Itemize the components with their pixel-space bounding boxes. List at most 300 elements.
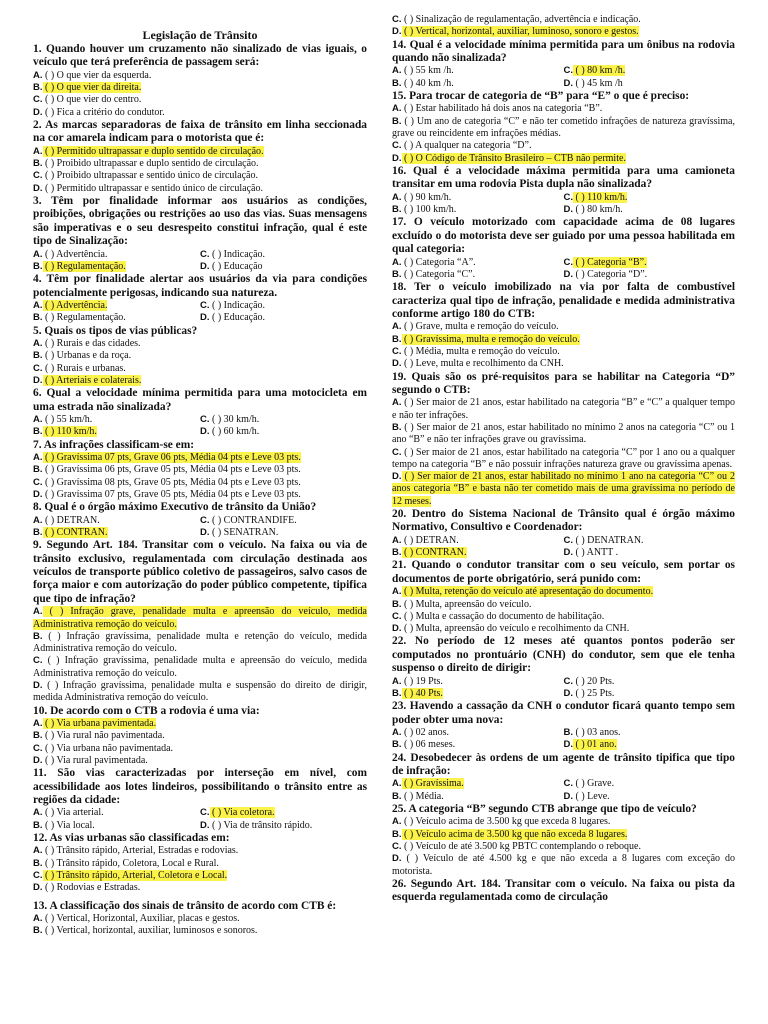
option-text: ( ) 19 Pts. [401, 675, 443, 687]
option-letter: C. [33, 476, 43, 488]
option-letter: D. [563, 268, 573, 280]
option-row [33, 820, 367, 832]
question-text: 15. Para trocar de categoria de “B” para “E” o que é preciso: [392, 90, 690, 102]
option-text: ( ) Permitido ultrapassar e sentido único de circulação. [42, 182, 263, 194]
answer-option [392, 269, 564, 281]
answer-option [392, 140, 735, 152]
answer-option [33, 870, 367, 882]
answer-option [33, 820, 200, 832]
answer-option [33, 312, 200, 324]
option-text: ( ) Gravíssima 06 pts, Grave 05 pts, Média 04 pts e Leve 03 pts. [42, 464, 301, 476]
option-letter: B. [33, 925, 43, 937]
option-row [392, 192, 735, 204]
option-text: ( ) Multa, retenção do veículo até apresentação do documento. [401, 586, 654, 598]
answer-option [33, 845, 367, 857]
answer-option [33, 606, 367, 631]
option-text: ( ) Veículo de até 4.500 kg e que não exceda a 8 lugares com exceção do motorista. [392, 853, 735, 877]
option-letter: D. [200, 526, 210, 538]
option-row [392, 535, 735, 547]
question-text: 8. Qual é o órgão máximo Executivo de trânsito da União? [33, 501, 317, 514]
option-text: ( ) O Código de Trânsito Brasileiro – CTB não permite. [401, 152, 626, 164]
option-letter: A. [33, 300, 43, 312]
question-text: 5. Quais os tipos de vias públicas? [33, 324, 198, 337]
option-text: ( ) Vertical, Horizontal, Auxiliar, placas e gestos. [42, 913, 240, 925]
answer-option [33, 680, 367, 705]
option-text: ( ) Arteriais e colaterais. [42, 374, 142, 386]
question-text: 4. Têm por finalidade alertar aos usuários da via para condições potencialmente perigosas, indicando sua natureza. [33, 273, 367, 299]
option-text: ( ) Trânsito rápido, Arterial, Estradas e rodovias. [42, 845, 239, 857]
option-letter: A. [392, 321, 402, 333]
answer-option [33, 631, 367, 656]
option-text: ( ) Sinalização de regulamentação, advertência e indicação. [401, 14, 641, 25]
answer-option [200, 807, 367, 819]
option-text: ( ) 80 km/h. [573, 204, 623, 215]
answer-option [392, 422, 735, 447]
option-text: ( ) Gravíssima, multa e remoção do veículo. [401, 333, 580, 345]
option-text: ( ) Média, multa e remoção do veículo. [401, 345, 560, 357]
answer-option [33, 82, 367, 94]
option-text: ( ) 40 km /h. [401, 77, 454, 89]
option-text: ( ) 60 km/h. [209, 426, 260, 438]
option-letter: A. [33, 514, 43, 526]
option-row [392, 676, 735, 688]
option-row [392, 65, 735, 77]
option-letter: C. [33, 94, 43, 106]
option-letter: C. [392, 14, 402, 25]
option-letter: A. [392, 586, 402, 598]
option-text: ( ) Gravíssima 07 pts, Grave 05 pts, Média 04 pts e Leve 03 pts. [42, 488, 301, 500]
option-text: ( ) Grave, multa e remoção do veículo. [401, 321, 559, 333]
answer-option [33, 249, 200, 261]
option-letter: A. [33, 913, 43, 925]
answer-option [392, 727, 564, 739]
answer-option [33, 452, 367, 464]
option-letter: A. [33, 69, 43, 81]
option-text: ( ) Multa, apreensão do veículo. [401, 598, 532, 610]
option-row [392, 688, 735, 700]
option-text: ( ) 55 km/h. [42, 414, 93, 426]
option-text: ( ) DENATRAN. [573, 534, 644, 546]
option-row [392, 778, 735, 790]
option-letter: C. [392, 345, 402, 357]
option-text: ( ) Gravíssima 07 pts, Grave 06 pts, Média 04 pts e Leve 03 pts. [42, 452, 301, 464]
option-text: ( ) 01 ano. [573, 739, 617, 751]
answer-option [200, 515, 367, 527]
option-text: ( ) 30 km/h. [209, 414, 260, 426]
option-letter: B. [392, 547, 402, 559]
answer-option [564, 547, 736, 559]
option-text: ( ) Multa, apreensão do veículo e recolhimento da CNH. [401, 623, 630, 635]
option-text: ( ) Regulamentação. [42, 260, 126, 272]
question-text: 26. Segundo Art. 184. Transitar com o veículo. Na faixa ou pista da esquerda regulamentada como de circulação [392, 877, 735, 904]
answer-option [33, 858, 367, 870]
answer-option [392, 103, 735, 115]
option-text: ( ) Via de trânsito rápido. [209, 819, 313, 831]
option-letter: C. [200, 248, 210, 260]
option-text: ( ) Trânsito rápido, Arterial, Coletora e Local. [42, 870, 228, 882]
option-letter: C. [200, 300, 210, 312]
option-letter: D. [33, 374, 43, 386]
answer-option [200, 820, 367, 832]
option-row [33, 414, 367, 426]
option-letter: B. [33, 464, 43, 476]
answer-option [33, 414, 200, 426]
option-text: ( ) 06 meses. [401, 739, 456, 751]
answer-option [392, 816, 735, 828]
option-letter: D. [392, 471, 402, 483]
answer-option [200, 300, 367, 312]
option-text: ( ) Infração gravíssima, penalidade multa e suspensão do direito de dirigir, medida Administrativa remoção do veículo. [33, 680, 367, 704]
option-letter: D. [200, 260, 210, 272]
option-text: ( ) Proibido ultrapassar e duplo sentido de circulação. [42, 158, 259, 170]
option-letter: C. [33, 870, 43, 882]
option-text: ( ) Ser maior de 21 anos, estar habilitado na categoria “B” e “C” a qualquer tempo e não ter infrações. [392, 397, 735, 421]
option-row [392, 269, 735, 281]
option-row [392, 204, 735, 216]
option-letter: D. [563, 739, 573, 751]
option-row [33, 249, 367, 261]
answer-option [33, 655, 367, 680]
option-letter: C. [563, 675, 573, 687]
answer-option [564, 676, 736, 688]
option-text: ( ) CONTRAN. [401, 547, 467, 559]
option-text: ( ) 40 Pts. [401, 687, 443, 699]
option-row [33, 426, 367, 438]
option-row [33, 515, 367, 527]
option-letter: B. [33, 526, 43, 538]
option-text: ( ) Gravíssima 08 pts, Grave 05 pts, Média 04 pts e Leve 03 pts. [42, 476, 301, 488]
answer-option [33, 477, 367, 489]
option-text: ( ) Categoria “C”. [401, 268, 476, 280]
answer-option [33, 515, 200, 527]
question-text: 20. Dentro do Sistema Nacional de Trânsito qual é órgão máximo Normativo, Consultivo e Coordenador: [392, 508, 735, 534]
option-letter: B. [392, 268, 402, 280]
answer-option [392, 257, 564, 269]
option-letter: A. [33, 845, 43, 857]
answer-option [33, 527, 200, 539]
option-text: ( ) A qualquer na categoria “D”. [401, 140, 532, 152]
option-text: ( ) SENATRAN. [209, 526, 279, 538]
answer-option [33, 743, 367, 755]
answer-option [33, 170, 367, 182]
option-text: ( ) Multa e cassação do documento de habilitação. [401, 610, 605, 622]
option-letter: D. [33, 488, 43, 500]
option-letter: A. [33, 248, 43, 260]
option-letter: C. [33, 170, 43, 182]
question-text: 25. A categoria “B” segundo CTB abrange que tipo de veículo? [392, 803, 697, 816]
option-row [392, 739, 735, 751]
option-letter: A. [33, 807, 43, 819]
option-text: ( ) Permitido ultrapassar e duplo sentido de circulação. [42, 145, 264, 157]
question-text: 13. A classificação dos sinais de trânsito de acordo com CTB é: [33, 899, 337, 912]
answer-option [392, 599, 735, 611]
answer-option [33, 107, 367, 119]
answer-option [33, 718, 367, 730]
option-letter: C. [200, 807, 210, 819]
answer-option [564, 688, 736, 700]
option-text: ( ) 55 km /h. [401, 65, 454, 77]
answer-option [392, 153, 735, 165]
answer-option [564, 78, 736, 90]
option-text: ( ) Advertência. [42, 300, 108, 312]
option-text: ( ) Veículo acima de 3.500 kg que exceda 8 lugares. [401, 816, 611, 828]
answer-option [33, 755, 367, 767]
option-text: ( ) Ser maior de 21 anos, estar habilitado no mínimo 2 anos na categoria “C” ou 1 ano “B” e não ter infrações grave ou gravíssima. [392, 421, 735, 446]
option-letter: C. [563, 778, 573, 790]
option-letter: D. [563, 204, 573, 215]
option-text: ( ) Veículo acima de 3.500 kg que não exceda 8 lugares. [401, 828, 628, 840]
answer-option [200, 527, 367, 539]
option-text: ( ) O que vier do centro. [42, 94, 142, 106]
option-row [392, 727, 735, 739]
question-text: 11. São vias caracterizadas por interseção em nível, com acessibilidade aos lotes lindeiros, possibilitando o trânsito entre as regiões da cidade: [33, 767, 367, 807]
answer-option [564, 791, 736, 803]
answer-option [392, 547, 564, 559]
question-text: 2. As marcas separadoras de faixa de trânsito em linha seccionada na cor amarela indicam para o motorista que é: [33, 119, 367, 145]
option-text: ( ) Ser maior de 21 anos, estar habilitado na categoria “C” por 1 ano ou a qualquer tempo na categoria “B” e não possuir infrações natureza grave ou gravíssima apenas. [392, 446, 735, 470]
answer-option [392, 829, 735, 841]
question-text: 17. O veículo motorizado com capacidade acima de 08 lugares excluído o do motorista deve ser guiado por uma pessoa habilitada em qual categoria: [392, 216, 735, 256]
option-letter: B. [33, 630, 43, 642]
answer-option [33, 489, 367, 501]
option-letter: A. [392, 675, 402, 687]
option-letter: D. [563, 687, 573, 699]
option-text: ( ) Advertência. [42, 248, 108, 260]
option-text: ( ) Educação [209, 260, 263, 272]
option-text: ( ) Média. [401, 790, 444, 802]
answer-option [33, 94, 367, 106]
question-text: 7. As infrações classificam-se em: [33, 438, 195, 451]
answer-option [200, 426, 367, 438]
option-letter: D. [33, 680, 43, 692]
answer-option [33, 70, 367, 82]
answer-option [200, 414, 367, 426]
option-letter: B. [392, 77, 402, 89]
answer-option [392, 611, 735, 623]
question-text: 24. Desobedecer às ordens de um agente de trânsito tipifica que tipo de infração: [392, 751, 735, 778]
option-text: ( ) Via urbana pavimentada. [42, 718, 157, 730]
question-text: 14. Qual é a velocidade mínima permitida para um ônibus na rodovia quando não sinalizada? [392, 38, 735, 64]
answer-option [392, 853, 735, 878]
answer-option [564, 269, 736, 281]
option-letter: A. [33, 145, 43, 157]
option-letter: B. [33, 730, 43, 742]
option-text: ( ) Grave. [573, 778, 615, 790]
option-letter: C. [200, 514, 210, 526]
option-letter: A. [392, 256, 402, 268]
left-column [33, 0, 367, 938]
option-text: ( ) Rurais e das cidades. [42, 338, 141, 350]
option-text: ( ) Estar habilitado há dois anos na categoria “B”. [401, 103, 603, 115]
option-letter: C. [563, 534, 573, 546]
answer-option [33, 426, 200, 438]
option-letter: A. [33, 606, 43, 618]
option-text: ( ) Via local. [42, 819, 95, 831]
option-text: ( ) Via coletora. [209, 807, 275, 819]
option-letter: C. [392, 446, 402, 458]
answer-option [33, 375, 367, 387]
answer-option [564, 739, 736, 751]
option-letter: D. [200, 426, 210, 438]
option-letter: A. [33, 338, 43, 350]
question-text: 12. As vias urbanas são classificadas em: [33, 832, 230, 845]
option-letter: B. [392, 739, 402, 751]
option-text: ( ) DETRAN. [401, 534, 459, 546]
answer-option [392, 204, 564, 216]
option-letter: D. [392, 26, 402, 38]
option-letter: A. [392, 534, 402, 546]
answer-option [33, 158, 367, 170]
answer-option [564, 257, 736, 269]
option-text: ( ) Educação. [209, 312, 266, 324]
question-text: 16. Qual é a velocidade máxima permitida para uma camioneta transitar em uma rodovia Pista dupla não sinalizada? [392, 164, 735, 191]
option-letter: A. [392, 727, 402, 739]
option-letter: B. [392, 687, 402, 699]
option-letter: B. [33, 426, 43, 438]
option-letter: D. [33, 882, 43, 894]
option-letter: A. [33, 718, 43, 730]
option-text: ( ) 45 km /h [573, 77, 623, 89]
option-letter: A. [392, 397, 402, 409]
question-text: 22. No período de 12 meses até quantos pontos poderão ser computados no prontuário (CNH) do condutor, sem que ele tenha suspenso o direito de dirigir: [392, 635, 735, 675]
answer-option [392, 586, 735, 598]
option-letter: B. [392, 333, 402, 345]
answer-option [33, 730, 367, 742]
question-text: 23. Havendo a cassação da CNH o condutor ficará quanto tempo sem poder obter uma nova: [392, 700, 735, 726]
answer-option [392, 116, 735, 141]
answer-option [392, 791, 564, 803]
answer-option [392, 334, 735, 346]
option-text: ( ) Urbanas e da roça. [42, 350, 132, 362]
question-text: 6. Qual a velocidade mínima permitida para uma motocicleta em uma estrada não sinalizada? [33, 387, 367, 413]
option-row [33, 527, 367, 539]
option-letter: A. [33, 414, 43, 426]
answer-option [392, 471, 735, 508]
question-text: 9. Segundo Art. 184. Transitar com o veículo. Na faixa ou via de trânsito exclusivo, regulamentada com circulação destinada aos veículos de transporte público coletivo de passageiros, salvo casos de força maior e com autorização do poder público competente, tipifica que tipo de infração? [33, 539, 367, 605]
option-text: ( ) Via rural não pavimentada. [42, 730, 165, 742]
option-letter: C. [33, 742, 43, 754]
answer-option [392, 841, 735, 853]
option-letter: C. [200, 414, 210, 426]
option-letter: D. [200, 819, 210, 831]
option-row [392, 547, 735, 559]
option-letter: B. [33, 350, 43, 362]
question-text: 1. Quando houver um cruzamento não sinalizado de vias iguais, o veículo que terá preferência de passagem será: [33, 43, 367, 69]
option-text: ( ) 80 km /h. [573, 65, 626, 77]
option-text: ( ) Via urbana não pavimentada. [42, 742, 174, 754]
answer-option [392, 688, 564, 700]
option-letter: B. [392, 204, 402, 215]
option-text: ( ) Um ano de categoria “C” e não ter cometido infrações de natureza gravíssima, grave ou reincidente em infrações médias. [392, 115, 735, 139]
answer-option [33, 183, 367, 195]
option-row [33, 300, 367, 312]
option-text: ( ) 110 km/h. [42, 426, 97, 438]
option-letter: D. [392, 853, 402, 865]
answer-option [392, 778, 564, 790]
option-text: ( ) Categoria “A”. [401, 256, 476, 268]
option-letter: D. [33, 182, 43, 194]
option-row [33, 261, 367, 273]
answer-option [564, 778, 736, 790]
option-text: ( ) Categoria “B”. [573, 256, 647, 268]
option-letter: B. [33, 819, 43, 831]
option-text: ( ) 25 Pts. [573, 687, 615, 699]
answer-option [392, 192, 564, 204]
answer-option [200, 261, 367, 273]
answer-option [564, 535, 736, 547]
answer-option [392, 358, 735, 370]
answer-option [33, 338, 367, 350]
answer-option [33, 300, 200, 312]
option-text: ( ) Rurais e urbanas. [42, 362, 126, 374]
option-letter: B. [33, 82, 43, 94]
option-text: ( ) CONTRANDIFE. [209, 514, 297, 526]
option-letter: B. [392, 421, 402, 433]
option-letter: A. [33, 452, 43, 464]
option-letter: C. [33, 655, 43, 667]
option-letter: B. [33, 857, 43, 869]
option-letter: B. [392, 790, 402, 802]
answer-option [33, 882, 367, 894]
answer-option [392, 321, 735, 333]
option-letter: B. [33, 158, 43, 170]
option-text: ( ) Fica a critério do condutor. [42, 106, 165, 118]
option-text: ( ) Proibido ultrapassar e sentido único de circulação. [42, 170, 258, 182]
answer-option [564, 192, 736, 204]
option-text: ( ) ANTT . [573, 547, 619, 559]
answer-option [33, 350, 367, 362]
option-text: ( ) 110 km/h. [573, 191, 628, 203]
option-text: ( ) 20 Pts. [573, 675, 615, 687]
answer-option [33, 363, 367, 375]
answer-option [392, 739, 564, 751]
answer-option [564, 727, 736, 739]
option-text: ( ) O que vier da esquerda. [42, 69, 152, 81]
answer-option [392, 65, 564, 77]
question-text: 3. Têm por finalidade informar aos usuários as condições, proibições, obrigações ou restrições ao uso das vias. Suas mensagens são imperativas e o seu desrespeito constitui infração, qual é este tipo de Sinalização: [33, 195, 367, 248]
answer-option [392, 26, 735, 38]
option-letter: D. [563, 547, 573, 559]
option-letter: B. [33, 260, 43, 272]
option-text: ( ) Regulamentação. [42, 312, 126, 324]
option-text: ( ) 02 anos. [401, 727, 449, 739]
answer-option [564, 65, 736, 77]
option-letter: B. [563, 727, 573, 739]
option-text: ( ) Infração gravíssima, penalidade multa e retenção do veículo, medida Administrativa remoção do veículo. [33, 630, 367, 655]
answer-option [200, 312, 367, 324]
option-letter: C. [392, 610, 402, 622]
answer-option [33, 146, 367, 158]
option-letter: B. [392, 598, 402, 610]
option-row [392, 257, 735, 269]
option-text: ( ) 100 km/h. [401, 204, 457, 215]
option-text: ( ) Vertical, horizontal, auxiliar, luminoso, sonoro e gestos. [401, 26, 639, 38]
option-letter: D. [33, 106, 43, 118]
option-text: ( ) Indicação. [209, 248, 266, 260]
option-letter: A. [392, 191, 402, 203]
option-letter: D. [392, 152, 402, 164]
answer-option [33, 807, 200, 819]
option-letter: D. [33, 754, 43, 766]
option-row [392, 78, 735, 90]
option-letter: C. [392, 841, 402, 853]
option-letter: D. [392, 358, 402, 370]
answer-option [33, 925, 367, 937]
option-letter: C. [563, 65, 573, 77]
option-row [33, 312, 367, 324]
answer-option [33, 913, 367, 925]
answer-option [33, 261, 200, 273]
